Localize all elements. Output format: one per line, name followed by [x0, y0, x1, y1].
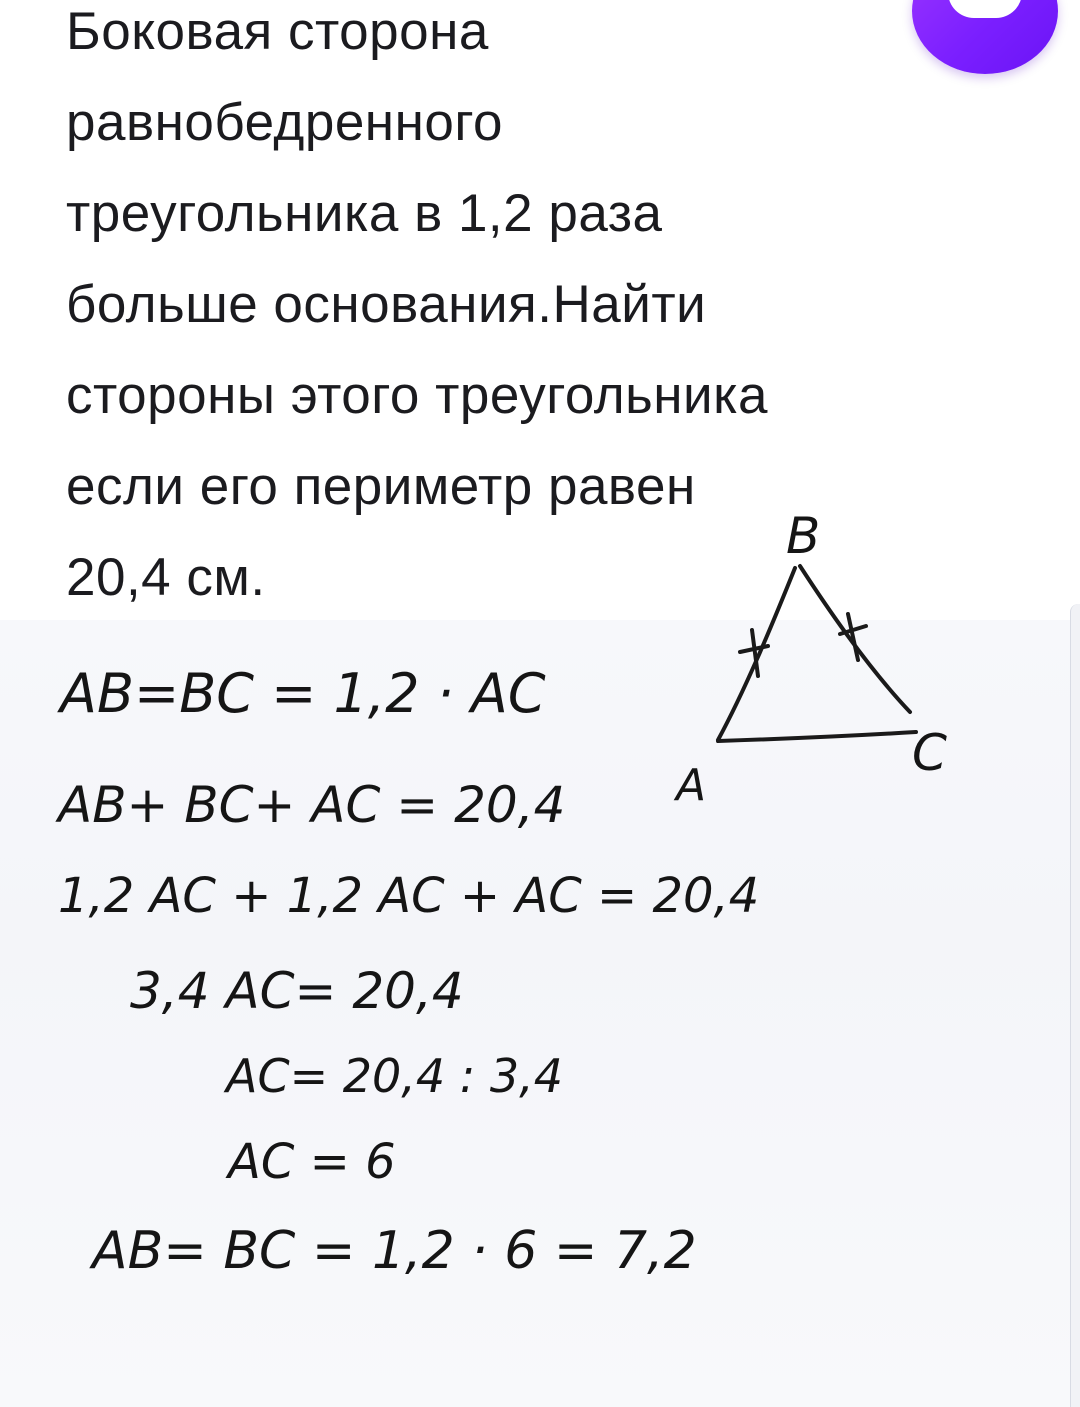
solution-line-1: AB=BC = 1,2 · AC	[60, 662, 546, 725]
problem-statement: Боковая сторона равнобедренного треугольника в 1,2 раза больше основания.Найти стороны этого треугольника если его периметр равен 20,4 см.	[66, 2, 768, 607]
solution-line-6: AC = 6	[228, 1134, 396, 1190]
solution-line-4: 3,4 AC= 20,4	[130, 962, 464, 1020]
solution-line-3: 1,2 AC + 1,2 AC + AC = 20,4	[58, 868, 760, 924]
vertex-label-b: B	[786, 507, 821, 565]
handwritten-photo	[0, 620, 1080, 1407]
assistant-mouth-shape	[948, 0, 1022, 18]
scrollbar[interactable]	[1070, 604, 1080, 1407]
solution-line-5: AC= 20,4 : 3,4	[226, 1049, 564, 1103]
vertex-label-c: C	[912, 724, 947, 782]
solution-line-2: AB+ BC+ AC = 20,4	[58, 776, 566, 834]
vertex-label-a: A	[676, 760, 707, 811]
solution-line-7: AB= BC = 1,2 · 6 = 7,2	[92, 1221, 697, 1281]
